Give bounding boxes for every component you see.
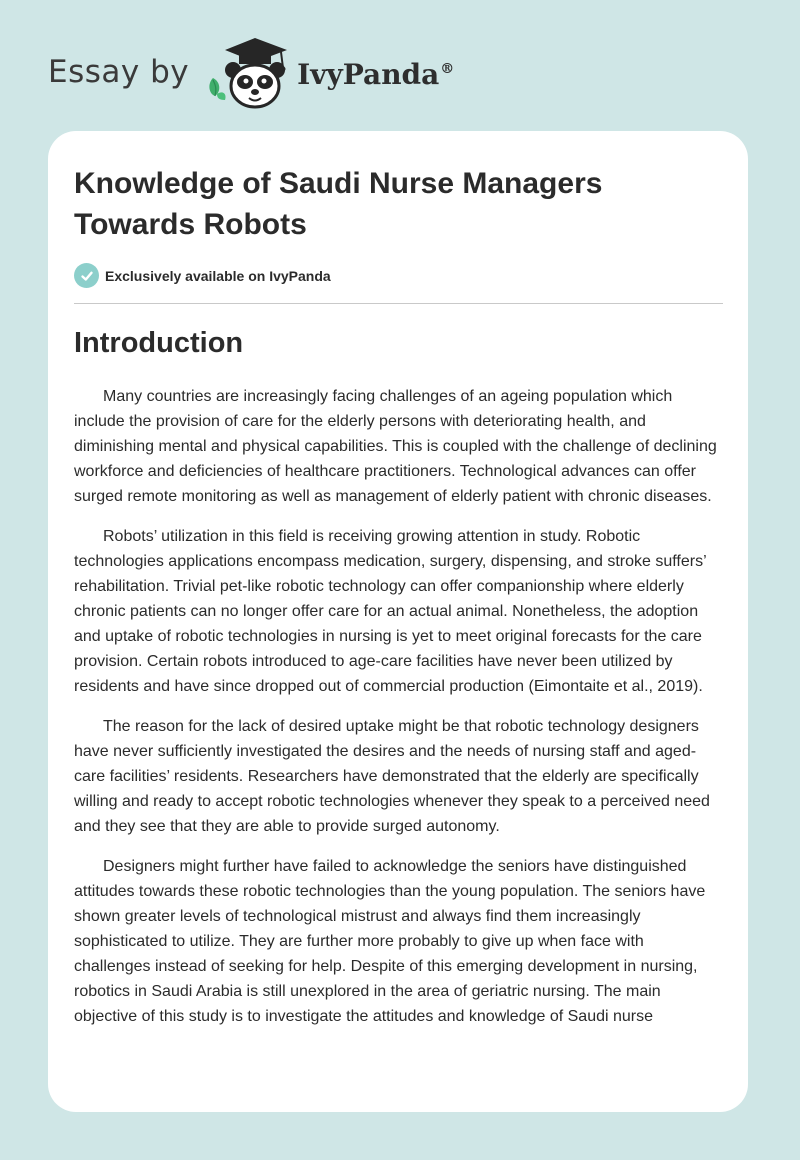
article-card [48, 131, 748, 1112]
exclusive-badge [74, 263, 331, 288]
essay-by-label: Essay by [48, 54, 190, 90]
brand-name: IvyPanda [297, 57, 440, 91]
section-heading: Introduction [74, 327, 244, 359]
divider [74, 303, 723, 304]
check-icon [74, 263, 99, 288]
exclusive-label: Exclusively available on IvyPanda [105, 267, 331, 284]
site-header [48, 34, 454, 110]
registered-mark: ® [440, 61, 455, 78]
paragraph: Many countries are increasingly facing challenges of an ageing population which include the provision of care for the elderly persons with deteriorating health, and diminishing mental and physical capabilities. This is coupled with the challenge of declining workforce and deficiencies of healthcare practitioners. Technological advances can offer surged remote monitoring as well as management of elderly patient with chronic diseases. [74, 388, 717, 505]
panda-graduate-icon[interactable] [205, 34, 291, 110]
paragraph: The reason for the lack of desired uptake might be that robotic technology designers have never sufficiently investigated the desires and the needs of nursing staff and aged-care facilities’ residents. Researchers have demonstrated that the elderly are specifically willing and ready to accept robotic technologies whenever they speak to a perceived need and they see that they are able to provide surged autonomy. [74, 718, 710, 835]
brand-logo-text[interactable] [297, 58, 454, 91]
page-title: Knowledge of Saudi Nurse Managers Towards Robots [74, 167, 603, 241]
article-body [74, 384, 724, 1044]
paragraph: Robots’ utilization in this field is receiving growing attention in study. Robotic technologies applications encompass medication, surgery, dispensing, and stroke suffers’ rehabilitation. Trivial pet-like robotic technology can offer companionship where elderly chronic patients can no longer offer care for an actual animal. Nonetheless, the adoption and uptake of robotic technologies in nursing is yet to meet original forecasts for the care provision. Certain robots introduced to age-care facilities have never been utilized by residents and have since dropped out of commercial production (Eimontaite et al., 2019). [74, 528, 707, 695]
leaf-icon [209, 78, 225, 100]
paragraph: Designers might further have failed to acknowledge the seniors have distinguished attitudes towards these robotic technologies than the young population. The seniors have shown greater levels of technological mistrust and always find them increasingly sophisticated to utilize. They are further more probably to give up when face with challenges instead of seeking for help. Despite of this emerging development in nursing, robotics in Saudi Arabia is still unexplored in the area of geriatric nursing. The main objective of this study is to investigate the attitudes and knowledge of Saudi nurse [74, 858, 706, 1025]
